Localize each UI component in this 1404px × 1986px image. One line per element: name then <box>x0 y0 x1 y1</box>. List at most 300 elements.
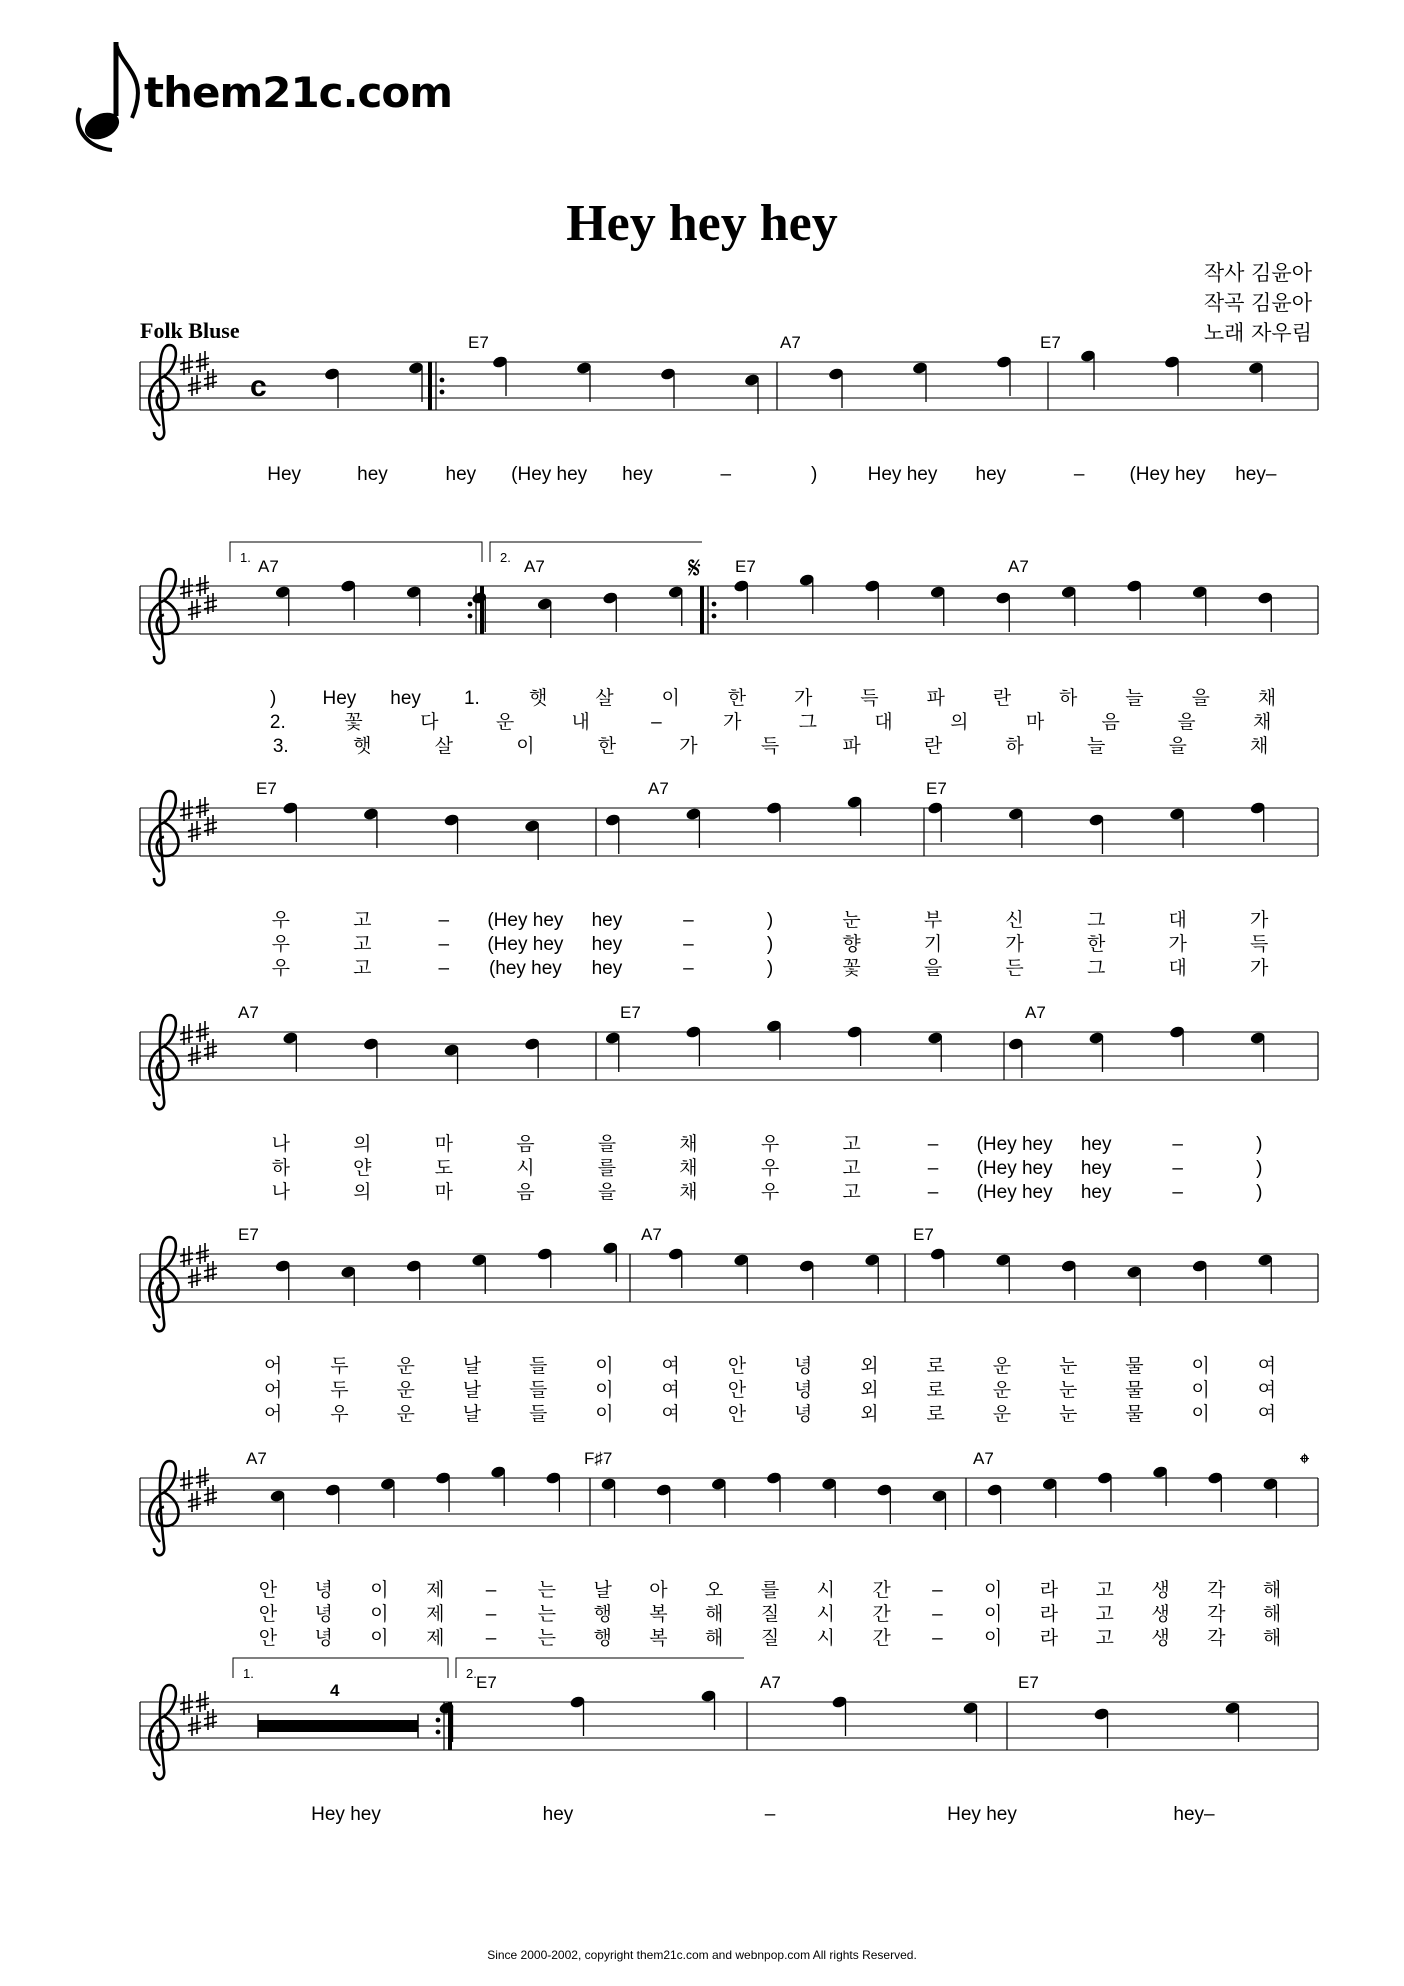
lyric-syllable: – <box>438 910 450 931</box>
lyric-syllable: 늘 <box>1125 688 1144 709</box>
lyric-syllable: 안 <box>258 1580 278 1601</box>
lyric-syllable: hey <box>591 958 623 979</box>
lyric-syllable: 마 <box>434 1134 454 1155</box>
sharp-icon <box>204 1485 217 1506</box>
lyric-syllable: 안 <box>258 1628 278 1649</box>
lyric-syllable: 이 <box>983 1580 1003 1601</box>
ending-number: 1. <box>240 550 251 565</box>
ending-bracket <box>233 1658 448 1678</box>
lyric-syllable: 살 <box>595 688 614 709</box>
lyric-syllable: – <box>927 1158 939 1179</box>
lyric-syllable: 로 <box>926 1380 945 1401</box>
lyric-syllable: 채 <box>679 1158 698 1179</box>
lyric-syllable: hey <box>1080 1134 1112 1155</box>
lyric-syllable: 각 <box>1207 1580 1226 1601</box>
ending-number: 2. <box>466 1666 477 1681</box>
lyric-syllable: Hey hey <box>947 1804 1017 1825</box>
lyric-syllable: 가 <box>793 688 813 709</box>
lyric-syllable: hey <box>542 1804 574 1825</box>
lyric-syllable: 란 <box>923 736 943 757</box>
lyric-syllable: – <box>1172 1158 1183 1179</box>
lyric-syllable: 득 <box>1250 934 1269 955</box>
lyric-syllable: 란 <box>992 688 1012 709</box>
chord-symbol: A7 <box>973 1449 994 1468</box>
chord-symbol: A7 <box>641 1225 662 1244</box>
lyric-syllable: 이 <box>595 1380 614 1401</box>
lyric-syllable: 그 <box>1086 910 1106 931</box>
lyric-syllable: 을 <box>597 1134 617 1155</box>
lyric-syllable: 가 <box>722 712 742 733</box>
lyric-syllable: 어 <box>263 1356 283 1377</box>
lyric-syllable: 생 <box>1151 1580 1170 1601</box>
sharp-icon <box>180 354 193 375</box>
lyric-syllable: 도 <box>434 1158 454 1179</box>
lyric-syllable: – <box>927 1182 939 1203</box>
lyric-syllable: ) <box>766 910 774 931</box>
lyric-syllable: 한 <box>597 736 617 757</box>
lyric-syllable: 득 <box>760 736 780 757</box>
lyric-syllable: – <box>683 934 694 955</box>
lyric-syllable: 고 <box>353 934 372 955</box>
lyric-syllable: 외 <box>860 1404 879 1425</box>
lyric-syllable: 의 <box>353 1182 372 1203</box>
lyric-syllable: 녕 <box>314 1580 333 1601</box>
repeat-dot <box>712 614 717 619</box>
staff-system <box>140 333 1318 485</box>
lyric-syllable: Hey <box>322 688 357 709</box>
lyric-syllable: 고 <box>1095 1628 1114 1649</box>
sharp-icon <box>204 1039 217 1060</box>
lyric-syllable: hey <box>445 464 477 485</box>
lyric-syllable: 날 <box>462 1356 482 1377</box>
lyric-syllable: 채 <box>1257 688 1277 709</box>
lyric-syllable: 눈 <box>1058 1356 1078 1377</box>
lyric-syllable: 시 <box>516 1158 535 1179</box>
lyric-syllable: 꽃 <box>842 958 861 979</box>
lyric-syllable: – <box>485 1604 497 1625</box>
treble-clef-icon <box>149 345 178 439</box>
lyric-syllable: 채 <box>679 1134 698 1155</box>
sharp-icon <box>180 578 193 599</box>
lyric-syllable: 고 <box>842 1182 861 1203</box>
lyric-syllable: 1. <box>463 688 480 709</box>
lyric-syllable: 어 <box>263 1380 283 1401</box>
lyric-syllable: 질 <box>760 1628 780 1649</box>
lyric-syllable: 내 <box>571 712 590 733</box>
lyric-syllable: 라 <box>1039 1628 1059 1649</box>
lyric-syllable: 여 <box>1257 1356 1277 1377</box>
lyric-syllable: 우 <box>760 1182 780 1203</box>
lyric-syllable: 이 <box>1191 1380 1210 1401</box>
lyric-syllable: 이 <box>983 1628 1003 1649</box>
sharp-icon <box>180 1246 193 1267</box>
sharp-icon <box>180 1470 193 1491</box>
lyric-syllable: hey <box>1080 1158 1112 1179</box>
lyric-syllable: 나 <box>271 1134 290 1155</box>
chord-symbol: E7 <box>1040 333 1061 352</box>
lyric-syllable: 는 <box>537 1604 557 1625</box>
lyric-syllable: 대 <box>1168 910 1187 931</box>
lyric-syllable: 아 <box>649 1580 668 1601</box>
lyric-syllable: 물 <box>1125 1404 1144 1425</box>
lyric-syllable: hey <box>1080 1182 1112 1203</box>
lyric-syllable: 고 <box>842 1158 861 1179</box>
lyric-syllable: 우 <box>760 1158 780 1179</box>
lyric-syllable: 물 <box>1125 1356 1144 1377</box>
lyric-syllable: 해 <box>705 1628 724 1649</box>
lyric-syllable: 이 <box>595 1404 614 1425</box>
lyric-syllable: 질 <box>760 1604 780 1625</box>
lyric-syllable: 안 <box>727 1380 747 1401</box>
lyric-syllable: 날 <box>462 1404 482 1425</box>
sharp-icon <box>180 1024 193 1045</box>
lyric-syllable: 여 <box>1257 1380 1277 1401</box>
lyric-syllable: 하 <box>1005 736 1024 757</box>
lyric-syllable: – <box>927 1134 939 1155</box>
lyric-syllable: (Hey hey <box>511 464 588 485</box>
chord-symbol: E7 <box>1018 1673 1039 1692</box>
chord-symbol: E7 <box>620 1003 641 1022</box>
lyric-syllable: 어 <box>263 1404 283 1425</box>
lyric-syllable: 든 <box>1005 958 1024 979</box>
lyric-syllable: ) <box>766 958 774 979</box>
lyric-syllable: 음 <box>1101 712 1120 733</box>
lyric-syllable: – <box>683 958 694 979</box>
lyric-syllable: 녕 <box>793 1404 813 1425</box>
lyric-syllable: ) <box>269 688 277 709</box>
lyric-syllable: 생 <box>1151 1604 1170 1625</box>
treble-clef-icon <box>149 1461 178 1555</box>
lyric-syllable: 을 <box>1191 688 1210 709</box>
sharp-icon <box>204 815 217 836</box>
staff-system <box>140 1003 1318 1203</box>
lyric-syllable: 는 <box>537 1628 557 1649</box>
logo-text: them21c.com <box>144 68 453 117</box>
coda-icon: 𝄌 <box>1300 1448 1309 1478</box>
lyric-syllable: 해 <box>1262 1628 1282 1649</box>
chord-symbol: A7 <box>524 557 545 576</box>
ending-bracket <box>456 1658 744 1678</box>
lyric-syllable: 가 <box>1005 934 1024 955</box>
lyric-syllable: 대 <box>874 712 893 733</box>
lyric-syllable: 꽃 <box>344 712 363 733</box>
lyric-syllable: (Hey hey <box>487 934 564 955</box>
lyric-syllable: 파 <box>842 736 861 757</box>
lyric-syllable: 들 <box>528 1356 548 1377</box>
lyric-syllable: 행 <box>593 1604 612 1625</box>
lyric-syllable: hey <box>622 464 653 485</box>
lyric-syllable: 들 <box>528 1404 548 1425</box>
lyric-syllable: 가 <box>679 736 698 757</box>
lyric-syllable: 여 <box>661 1380 680 1401</box>
treble-clef-icon <box>149 569 178 663</box>
lyric-syllable: hey– <box>1235 464 1277 485</box>
lyric-syllable: 을 <box>597 1182 617 1203</box>
lyric-syllable: 고 <box>1095 1604 1114 1625</box>
lyric-syllable: 기 <box>923 934 943 955</box>
lyric-syllable: 우 <box>760 1134 780 1155</box>
ending-number: 1. <box>243 1666 254 1681</box>
lyric-syllable: – <box>720 464 732 485</box>
lyric-syllable: 고 <box>353 910 372 931</box>
staff-system <box>140 779 1318 979</box>
lyric-syllable: 이 <box>516 736 535 757</box>
chord-symbol: A7 <box>258 557 279 576</box>
lyric-syllable: – <box>485 1628 497 1649</box>
lyric-syllable: – <box>438 958 450 979</box>
lyric-syllable: 해 <box>705 1604 724 1625</box>
lyric-syllable: 이 <box>370 1604 389 1625</box>
lyric-syllable: 안 <box>258 1604 278 1625</box>
lyric-syllable: 늘 <box>1086 736 1106 757</box>
lyric-syllable: hey <box>591 934 623 955</box>
lyric-syllable: 간 <box>872 1628 891 1649</box>
lyric-syllable: 제 <box>426 1580 445 1601</box>
lyric-syllable: 라 <box>1039 1604 1059 1625</box>
lyric-syllable: (Hey hey <box>976 1134 1053 1155</box>
treble-clef-icon <box>149 791 178 885</box>
lyric-syllable: 의 <box>353 1134 372 1155</box>
lyric-syllable: 여 <box>1257 1404 1277 1425</box>
lyric-syllable: – <box>485 1580 497 1601</box>
lyric-syllable: hey <box>357 464 388 485</box>
lyric-syllable: – <box>932 1604 943 1625</box>
segno-icon: 𝄋 <box>688 552 701 585</box>
lyric-syllable: – <box>1073 464 1085 485</box>
chord-symbol: E7 <box>926 779 947 798</box>
lyric-syllable: Hey hey <box>311 1804 381 1825</box>
repeat-dot <box>436 1730 441 1735</box>
lyric-syllable: 이 <box>1191 1356 1210 1377</box>
chord-symbol: E7 <box>735 557 756 576</box>
lyric-syllable: 녕 <box>314 1628 333 1649</box>
lyric-syllable: 한 <box>727 688 747 709</box>
lyric-syllable: 제 <box>426 1604 445 1625</box>
lyric-syllable: – <box>651 712 662 733</box>
lyric-syllable: 가 <box>1250 910 1269 931</box>
lyric-syllable: 우 <box>271 910 290 931</box>
lyric-syllable: 안 <box>727 1404 747 1425</box>
treble-clef-icon <box>149 1237 178 1331</box>
lyric-syllable: 고 <box>1095 1580 1114 1601</box>
page-title: Hey hey hey <box>566 195 838 252</box>
multimeasure-rest <box>258 1720 418 1732</box>
lyric-syllable: 여 <box>661 1404 680 1425</box>
lyric-syllable: 는 <box>537 1580 557 1601</box>
singer-credit: 노래 자우림 <box>1203 321 1312 345</box>
lyric-syllable: (Hey hey <box>487 910 564 931</box>
chord-symbol: A7 <box>246 1449 267 1468</box>
lyric-syllable: 날 <box>593 1580 612 1601</box>
lyric-syllable: 운 <box>495 712 515 733</box>
lyricist-credit: 작사 김윤아 <box>1203 261 1312 285</box>
common-time-icon: c <box>250 370 267 403</box>
chord-symbol: E7 <box>238 1225 259 1244</box>
lyric-syllable: 운 <box>396 1380 415 1401</box>
style-label: Folk Bluse <box>140 318 240 343</box>
lyric-syllable: – <box>1172 1182 1183 1203</box>
lyric-syllable: 그 <box>798 712 818 733</box>
lyric-syllable: Hey hey <box>867 464 938 485</box>
repeat-dot <box>436 1718 441 1723</box>
lyric-syllable: 우 <box>271 958 290 979</box>
sharp-icon <box>204 369 217 390</box>
lyric-syllable: 운 <box>992 1404 1012 1425</box>
chord-symbol: E7 <box>468 333 489 352</box>
lyric-syllable: hey <box>390 688 421 709</box>
lyric-syllable: hey– <box>1173 1804 1215 1825</box>
lyric-syllable: 부 <box>923 910 943 931</box>
lyric-syllable: 채 <box>679 1182 698 1203</box>
sharp-icon <box>180 1694 193 1715</box>
lyric-syllable: 안 <box>727 1356 747 1377</box>
multimeasure-rest-count: 4 <box>330 1681 340 1700</box>
chord-symbol: A7 <box>648 779 669 798</box>
repeat-dot <box>440 390 445 395</box>
lyric-syllable: – <box>764 1804 776 1825</box>
lyric-syllable: 물 <box>1125 1380 1144 1401</box>
lyric-syllable: 음 <box>516 1134 535 1155</box>
lyric-syllable: 다 <box>420 712 439 733</box>
lyric-syllable: 그 <box>1086 958 1106 979</box>
lyric-syllable: 이 <box>661 688 680 709</box>
staff-system <box>140 1225 1318 1425</box>
lyric-syllable: 로 <box>926 1356 945 1377</box>
repeat-dot <box>712 602 717 607</box>
lyric-syllable: 고 <box>842 1134 861 1155</box>
chord-symbol: A7 <box>780 333 801 352</box>
lyric-syllable: 해 <box>1262 1580 1282 1601</box>
lyric-syllable: 이 <box>595 1356 614 1377</box>
lyric-syllable: 라 <box>1039 1580 1059 1601</box>
lyric-syllable: ) <box>1256 1182 1263 1203</box>
lyric-syllable: 운 <box>992 1356 1012 1377</box>
lyric-syllable: 를 <box>760 1580 780 1601</box>
ending-bracket <box>490 542 702 562</box>
lyric-syllable: 여 <box>661 1356 680 1377</box>
lyric-syllable: ) <box>1256 1158 1263 1179</box>
staff-system <box>140 542 1318 757</box>
lyric-syllable: 이 <box>370 1580 389 1601</box>
lyric-syllable: 눈 <box>842 910 861 931</box>
lyric-syllable: 마 <box>434 1182 454 1203</box>
lyric-syllable: 음 <box>516 1182 535 1203</box>
lyric-syllable: 이 <box>983 1604 1003 1625</box>
lyric-syllable: hey <box>975 464 1007 485</box>
lyric-syllable: 녕 <box>314 1604 333 1625</box>
chord-symbol: F♯7 <box>584 1449 613 1468</box>
lyric-syllable: – <box>1172 1134 1183 1155</box>
lyric-syllable: 생 <box>1151 1628 1170 1649</box>
lyric-syllable: 2. <box>269 712 286 733</box>
chord-symbol: A7 <box>238 1003 259 1022</box>
staff-system <box>140 1658 1318 1825</box>
lyric-syllable: 외 <box>860 1356 879 1377</box>
sharp-icon <box>204 593 217 614</box>
composer-credit: 작곡 김윤아 <box>1203 291 1312 315</box>
lyric-syllable: 햇 <box>528 688 548 709</box>
lyric-syllable: (Hey hey <box>976 1158 1053 1179</box>
lyric-syllable: 가 <box>1168 934 1187 955</box>
lyric-syllable: ) <box>811 464 818 485</box>
chord-symbol: A7 <box>1008 557 1029 576</box>
lyric-syllable: 채 <box>1250 736 1269 757</box>
lyric-syllable: 한 <box>1086 934 1106 955</box>
chord-symbol: A7 <box>760 1673 781 1692</box>
treble-clef-icon <box>149 1015 178 1109</box>
lyric-syllable: 이 <box>370 1628 389 1649</box>
lyric-syllable: 녕 <box>793 1380 813 1401</box>
lyric-syllable: 해 <box>1262 1604 1282 1625</box>
lyric-syllable: – <box>932 1580 943 1601</box>
lyric-syllable: 날 <box>462 1380 482 1401</box>
lyric-syllable: 복 <box>649 1628 668 1649</box>
lyric-syllable: 들 <box>528 1380 548 1401</box>
lyric-syllable: 외 <box>860 1380 879 1401</box>
lyric-syllable: 각 <box>1207 1628 1226 1649</box>
lyric-syllable: 신 <box>1005 910 1024 931</box>
ending-number: 2. <box>500 550 511 565</box>
lyric-syllable: 채 <box>1252 712 1272 733</box>
repeat-dot <box>468 614 473 619</box>
chord-symbol: A7 <box>1025 1003 1046 1022</box>
lyric-syllable: 가 <box>1250 958 1269 979</box>
repeat-dot <box>440 378 445 383</box>
lyric-syllable: (Hey hey <box>976 1182 1053 1203</box>
lyric-syllable: 로 <box>926 1404 945 1425</box>
lyric-syllable: 향 <box>842 934 861 955</box>
sharp-icon <box>204 1261 217 1282</box>
chord-symbol: E7 <box>913 1225 934 1244</box>
lyric-syllable: 눈 <box>1058 1404 1078 1425</box>
lyric-syllable: 간 <box>872 1580 891 1601</box>
lyric-syllable: 대 <box>1168 958 1187 979</box>
lyric-syllable: 을 <box>1177 712 1196 733</box>
lyric-syllable: 시 <box>816 1604 835 1625</box>
lyric-syllable: 행 <box>593 1628 612 1649</box>
lyric-syllable: 두 <box>330 1380 349 1401</box>
lyric-syllable: ) <box>1256 1134 1263 1155</box>
staff-system <box>140 1448 1318 1649</box>
lyric-syllable: 의 <box>950 712 969 733</box>
lyric-syllable: 나 <box>271 1182 290 1203</box>
lyric-syllable: (hey hey <box>488 958 562 979</box>
lyric-syllable: 을 <box>923 958 943 979</box>
lyric-syllable: 햇 <box>353 736 372 757</box>
lyric-syllable: 을 <box>1168 736 1187 757</box>
lyric-syllable: 복 <box>649 1604 668 1625</box>
lyric-syllable: 녕 <box>793 1356 813 1377</box>
lyric-syllable: 고 <box>353 958 372 979</box>
lyric-syllable: 3. <box>272 736 289 757</box>
lyric-syllable: 운 <box>396 1356 415 1377</box>
lyric-syllable: 눈 <box>1058 1380 1078 1401</box>
chord-symbol: E7 <box>256 779 277 798</box>
lyric-syllable: 하 <box>1058 688 1078 709</box>
lyric-syllable: 우 <box>330 1404 349 1425</box>
lyric-syllable: hey <box>591 910 623 931</box>
lyric-syllable: – <box>683 910 694 931</box>
sharp-icon <box>204 1709 217 1730</box>
lyric-syllable: 파 <box>926 688 945 709</box>
chord-symbol: E7 <box>476 1673 497 1692</box>
sharp-icon <box>180 800 193 821</box>
lyric-syllable: – <box>438 934 450 955</box>
lyric-syllable: 각 <box>1207 1604 1226 1625</box>
lyric-syllable: 제 <box>426 1628 445 1649</box>
lyric-syllable: 마 <box>1025 712 1045 733</box>
lyric-syllable: 시 <box>816 1628 835 1649</box>
